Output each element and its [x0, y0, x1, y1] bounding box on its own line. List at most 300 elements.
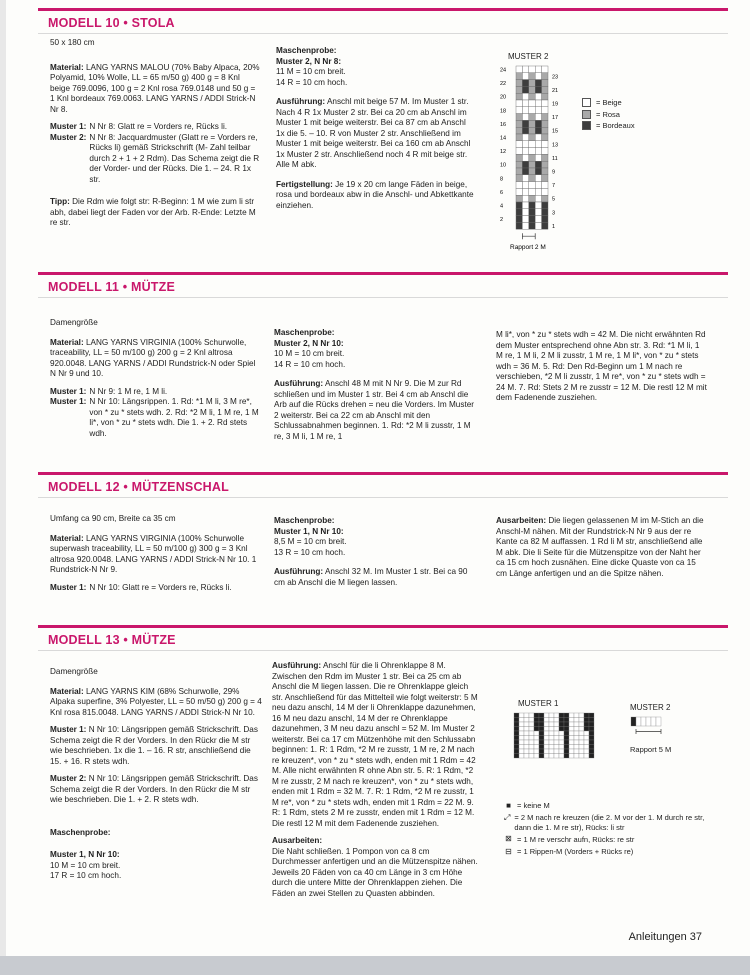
black-square-icon: ■ [506, 801, 511, 810]
chart-cell [554, 731, 559, 736]
row-number-right: 19 [552, 101, 559, 108]
chart-cell [522, 141, 528, 148]
chart-cell [542, 114, 548, 121]
chart-cell [522, 93, 528, 100]
maschenprobe-line: 10 M = 10 cm breit. [50, 860, 121, 870]
chart-cell [529, 141, 535, 148]
chart-cell [569, 736, 574, 741]
chart-cell [544, 745, 549, 750]
row-number-left: 6 [500, 189, 504, 196]
chart-cell [524, 722, 529, 727]
muster-2-chart [628, 703, 718, 763]
column-1 [50, 318, 262, 439]
chart-cell [589, 718, 594, 723]
chart-cell [549, 749, 554, 754]
chart-cell [519, 749, 524, 754]
chart-cell [559, 722, 564, 727]
maschenprobe-line: Muster 1, N Nr 10: [50, 850, 120, 859]
chart-cell [535, 182, 541, 189]
chart-cell [542, 148, 548, 155]
ausfuehrung-text: Ausführung: Anschl mit beige 57 M. Im Muster 1 str. Nach 4 R 1x Muster 2 str. Bei ca 20 cm ab Anschl im Muster 1 mit beige weiterstr. Bei ca 87 cm ab Anschl 1x die 5. – 10. R von Muster 2 str. Anschließend im Muster 1 mit beige weiterstr. Bei ca 160 cm ab Anschl 1x Muster 2 str. Anschließend noch 4 R mit beige str. Alle M abk. [276, 97, 471, 169]
chart-cell [534, 749, 539, 754]
chart-cell [569, 718, 574, 723]
row-number-right: 23 [552, 74, 559, 81]
chart-cell [522, 175, 528, 182]
chart-cell [554, 718, 559, 723]
chart-cell [522, 120, 528, 127]
chart-cell [539, 736, 544, 741]
chart-cell [535, 154, 541, 161]
chart-cell [522, 195, 528, 202]
chart-cell [516, 107, 522, 114]
section-title: MODELL 12 • MÜTZENSCHAL [48, 480, 229, 494]
chart-cell [529, 182, 535, 189]
material-text: Material: LANG YARNS VIRGINIA (100% Schurwolle, traceability, LL = 50 m/100 g) 200 g = 2 Knl altrosa 920.0048. LANG YARNS / ADDI Rundstrick-N oder Spiel N Nr 9 und 10. [50, 337, 256, 378]
muster-2: Muster 2: N Nr 8: Jacquardmuster (Glatt re = Vorders re, Rücks li) gemäß Strickschrift (M- Zahl teilbar durch 2 + 1 + 2 Rdm). Das Schema zeigt die R der Vorder- und der Rücks. Die 1. – 24. R 1x str. [50, 132, 260, 184]
maschenprobe-line: 8,5 M = 10 cm breit. [274, 537, 347, 546]
chart-cell [535, 120, 541, 127]
chart-cell [542, 182, 548, 189]
chart-cell [554, 749, 559, 754]
chart-cell [535, 86, 541, 93]
chart-cell [535, 168, 541, 175]
chart-cell [574, 722, 579, 727]
chart-cell [589, 749, 594, 754]
chart-cell [579, 740, 584, 745]
chart-cell [535, 80, 541, 87]
chart-cell [514, 754, 519, 759]
row-number-left: 22 [500, 81, 507, 88]
chart-cell [564, 722, 569, 727]
chart-cell [522, 154, 528, 161]
chart-cell [549, 745, 554, 750]
size-text: Damengröße [50, 667, 98, 676]
chart-cell [516, 86, 522, 93]
chart-cell [529, 209, 535, 216]
chart-cell [559, 749, 564, 754]
chart-cell [524, 713, 529, 718]
chart-cell [564, 713, 569, 718]
chart-cell [544, 754, 549, 759]
chart-cell [516, 127, 522, 134]
chart-cell [564, 731, 569, 736]
chart-cell [539, 713, 544, 718]
jacquard-chart-svg [496, 64, 596, 252]
legend-item-verschr: ⊠ = 1 M re verschr aufn, Rücks: re str [505, 834, 635, 844]
chart-cell [516, 73, 522, 80]
chart-cell [564, 749, 569, 754]
row-number-left: 12 [500, 149, 507, 156]
section-modell-13 [38, 625, 728, 925]
row-number-left: 16 [500, 121, 507, 128]
section-modell-10 [38, 8, 728, 263]
chart-cell [549, 736, 554, 741]
chart-cell [522, 209, 528, 216]
chart-cell [589, 731, 594, 736]
chart-cell [516, 100, 522, 107]
chart-cell [589, 745, 594, 750]
muster-1: Muster 1: N Nr 9: 1 M re, 1 M li. [50, 386, 168, 396]
chart-cell [584, 749, 589, 754]
chart-cell [519, 745, 524, 750]
legend-item-bordeaux: = Bordeaux [582, 121, 635, 131]
row-number-left: 18 [500, 108, 507, 115]
chart-cell [542, 154, 548, 161]
fertigstellung-text: Fertigstellung: Je 19 x 20 cm lange Fäden in beige, rosa und bordeaux abw in die Anschl- und Abkettkante einziehen. [276, 179, 474, 210]
chart-cell [529, 107, 535, 114]
chart-cell [542, 127, 548, 134]
chart-cell [544, 740, 549, 745]
page-edge [0, 0, 6, 975]
chart-cell [579, 713, 584, 718]
chart-cell [542, 202, 548, 209]
chart-cell [559, 731, 564, 736]
chart-cell [539, 754, 544, 759]
chart-cell [656, 717, 661, 726]
row-number-right: 13 [552, 142, 559, 149]
maschenprobe-heading: Maschenprobe: [50, 827, 111, 837]
row-number-left: 10 [500, 162, 507, 169]
chart-cell [549, 718, 554, 723]
chart-cell [579, 745, 584, 750]
chart-cell [542, 86, 548, 93]
chart-cell [579, 722, 584, 727]
chart-cell [574, 727, 579, 732]
chart-cell [529, 731, 534, 736]
chart-cell [529, 175, 535, 182]
chart-cell [579, 754, 584, 759]
chart-cell [529, 754, 534, 759]
chart-cell [542, 100, 548, 107]
chart-cell [534, 727, 539, 732]
chart-cell [542, 188, 548, 195]
chart-cell [544, 718, 549, 723]
chart-cell [524, 731, 529, 736]
chart-cell [529, 93, 535, 100]
chart-cell [534, 722, 539, 727]
column-2 [274, 516, 476, 595]
chart-cell [569, 722, 574, 727]
chart-cell [589, 722, 594, 727]
chart-cell [516, 154, 522, 161]
chart-cell [522, 100, 528, 107]
section-header [38, 8, 728, 34]
chart-cell [524, 718, 529, 723]
chart-cell [584, 713, 589, 718]
rapport-label: Rapport 2 M [510, 244, 546, 252]
chart-cell [574, 736, 579, 741]
chart-cell [539, 745, 544, 750]
chart-cell [641, 717, 646, 726]
chart-cell [519, 713, 524, 718]
chart-cell [529, 154, 535, 161]
muster-1-b: Muster 1: N Nr 10: Längsrippen. 1. Rd: *1 M li, 3 M re*, von * zu * stets wdh. 2. Rd: *2 M li, 1 M re, 1 M li*, von * zu * stets wdh. Die 1. + 2. Rd stets wdh. [50, 397, 259, 438]
chart-cell [522, 202, 528, 209]
chart-cell [529, 749, 534, 754]
chart-cell [539, 740, 544, 745]
maschenprobe-heading: Maschenprobe: [274, 328, 335, 337]
chart-cell [535, 127, 541, 134]
chart-cell [574, 749, 579, 754]
chart-cell [514, 749, 519, 754]
row-number-right: 17 [552, 115, 559, 122]
chart-cell [631, 717, 636, 726]
rapport-bracket [522, 233, 535, 239]
chart-cell [544, 736, 549, 741]
swatch-beige [582, 98, 591, 107]
chart-cell [584, 722, 589, 727]
column-3 [496, 516, 708, 586]
chart-cell [535, 188, 541, 195]
chart-cell [584, 718, 589, 723]
chart-cell [514, 745, 519, 750]
chart-cell [516, 216, 522, 223]
chart-cell [542, 93, 548, 100]
chart-cell [514, 718, 519, 723]
chart-cell [519, 727, 524, 732]
chart-cell [535, 73, 541, 80]
chart-cell [535, 107, 541, 114]
chart-cell [579, 731, 584, 736]
chart-cell [516, 114, 522, 121]
chart-cell [589, 740, 594, 745]
chart-cell [529, 202, 535, 209]
row-number-right: 11 [552, 155, 558, 162]
chart-cell [535, 148, 541, 155]
material-text: Material: LANG YARNS VIRGINIA (100% Schurwolle superwash traceability, LL = 50 m/100 g) 300 g = 3 Knl altrosa 920.0048. LANG YARNS / ADDI Strick-N Nr 10. 1 Rundstrick-N Nr 9. [50, 533, 257, 574]
chart-cell [522, 188, 528, 195]
chart-cell [535, 100, 541, 107]
chart-cell [522, 86, 528, 93]
ausarbeiten-text: Ausarbeiten: Die liegen gelassenen M im M-Stich an die Anschl-M nähen. Mit der Rundstrick-N Nr 9 aus der re Kante ca 82 M auffassen. 1 Rd li M str, anschließend alle M abk. Die li Seite für die Mützenspitze von der Naht her ca 15 cm hoch zusnähen. Eine dicke Quaste von ca 15 cm Länge anfertigen und an die Spitze nähen. [496, 516, 704, 578]
section-header [38, 272, 728, 298]
chart-cell [589, 754, 594, 759]
rapport-bracket [636, 729, 661, 734]
maschenprobe-line: 11 M = 10 cm breit. [276, 67, 346, 76]
chart-cell [514, 722, 519, 727]
chart-cell [554, 713, 559, 718]
chart-cell [519, 731, 524, 736]
chart-cell [569, 727, 574, 732]
chart-cell [529, 713, 534, 718]
chart-cell [524, 745, 529, 750]
chart-cell [529, 718, 534, 723]
bottom-page-stack [0, 956, 750, 975]
muster-1-chart [510, 699, 630, 779]
chart-cell [554, 722, 559, 727]
chart-cell [516, 222, 522, 229]
chart-cell [539, 731, 544, 736]
chart-cell [542, 73, 548, 80]
chart-cell [542, 168, 548, 175]
chart-cell [516, 141, 522, 148]
maschenprobe-line: Muster 2, N Nr 10: [274, 338, 344, 348]
row-number-right: 3 [552, 210, 556, 217]
chart-cell [529, 66, 535, 73]
ausfuehrung-text: Ausführung: Anschl 32 M. Im Muster 1 str. Bei ca 90 cm ab Anschl die M liegen lassen. [274, 567, 468, 587]
chart-cell [529, 161, 535, 168]
chart-cell [646, 717, 651, 726]
chart-cell [534, 740, 539, 745]
chart-cell [554, 754, 559, 759]
chart-cell [529, 722, 534, 727]
chart-cell [539, 727, 544, 732]
chart-cell [529, 148, 535, 155]
ausfuehrung-continued: M li*, von * zu * stets wdh = 42 M. Die nicht erwähnten Rd dem Muster entsprechend ohne Abn str. 3. Rd: *1 M li, 1 M re, 1 M li, 2 M li zusstr, 1 M re, 1 M li*, von * zu * stets wdh = 36 M. 5. Rd: Den Rd-Beginn um 1 M nach re verschieben, *2 M li zusstr, 1 M re*, von * zu * stets wdh = 24 M. 7. Rd: Stets 2 M re zusstr = 12 M. Die restl 12 M mit dem Fadenende zusziehen. [496, 330, 707, 402]
chart-cell [522, 216, 528, 223]
chart-cell [529, 727, 534, 732]
chart-cell [549, 754, 554, 759]
chart-cell [544, 749, 549, 754]
section-modell-12 [38, 472, 728, 622]
chart-cell [539, 749, 544, 754]
ausarbeiten-text: Ausarbeiten: Die Naht schließen. 1 Pompon von ca 8 cm Durchmesser anfertigen und an die Mützenspitze nähen. Jeweils 20 Fäden von ca 40 cm Länge in 3 cm Höhe durch die untere Mitte der Ohrenklappen ziehen. Die Fäden an zwei Stellen zu Quasten abbinden. [272, 836, 478, 898]
chart-cell [529, 134, 535, 141]
chart-cell [529, 80, 535, 87]
chart-cell [516, 175, 522, 182]
chart-title: MUSTER 1 [518, 699, 559, 708]
chart-cell [516, 161, 522, 168]
legend-item-beige: = Beige [582, 98, 635, 108]
chart-cell [574, 740, 579, 745]
chart-cell [522, 182, 528, 189]
chart-cell [542, 120, 548, 127]
chart-cell [542, 216, 548, 223]
chart-cell [579, 727, 584, 732]
chart-cell [589, 713, 594, 718]
chart-cell [514, 740, 519, 745]
chart-cell [535, 209, 541, 216]
chart-cell [564, 754, 569, 759]
chart-cell [524, 754, 529, 759]
maschenprobe-heading: Maschenprobe: [274, 516, 335, 525]
ausfuehrung-text: Ausführung: Anschl für die li Ohrenklappe 8 M. Zwischen den Rdm im Muster 1 str. Bei ca 25 cm ab Anschl die M liegen lassen. Die re Ohrenklappe gleich str. Anschließend für das Mittelteil wie folgt weiterstr: 5 M neu dazu anschl, 14 M der li Ohrenklappe dazunehmen, 16 M neu dazu anschl, 14 M der re Ohrenklappe dazunehmen, 3 M neu dazu anschl = 52 M. Im Muster 2 weiterstr. Bei ca 17 cm Mützenhöhe mit den Schlussabn beginnen: 1. R: 1 Rdm, *2 M re zusstr, 1 M re, 2 M nach re kreuzen*, von * zu * stets wdh, enden mit 1 Rdm = 42 M. Alle nicht erwähnten R ohne Abn str. 5. R: 1 Rdm, *2 M re zusstr, 2 M nach re kreuzen*, von * zu * stets wdh, enden mit 1 Rdm = 32 M. 7. R: 1 Rdm, *2 M re zusstr, 1 M re*, von * zu * stets wdh, enden mit 1 Rdm = 22 M. 9. R: 1 Rdm, stets 2 M re zusstr, enden mit 1 Rdm = 12 M. Die restl 12 M mit dem Fadenende zusziehen. [272, 661, 478, 828]
chart-cell [549, 731, 554, 736]
column-1 [50, 514, 262, 593]
chart-cell [554, 745, 559, 750]
rib-chart-2-svg [630, 716, 680, 736]
page-footer [629, 930, 702, 944]
section-header [38, 472, 728, 498]
chart-cell [534, 745, 539, 750]
section-modell-11 [38, 272, 728, 462]
size-text: Damengröße [50, 318, 98, 327]
chart-cell [569, 754, 574, 759]
chart-cell [544, 727, 549, 732]
chart-cell [564, 745, 569, 750]
section-header [38, 625, 728, 651]
chart-cell [529, 86, 535, 93]
maschenprobe-heading: Maschenprobe: [276, 46, 337, 55]
chart-cell [516, 182, 522, 189]
chart-cell [522, 107, 528, 114]
chart-cell [544, 713, 549, 718]
chart-cell [524, 749, 529, 754]
chart-cell [579, 736, 584, 741]
chart-cell [514, 731, 519, 736]
chart-cell [534, 718, 539, 723]
chart-cell [529, 736, 534, 741]
chart-cell [569, 731, 574, 736]
chart-cell [574, 754, 579, 759]
chart-cell [574, 745, 579, 750]
tipp-text: Tipp: Die Rdm wie folgt str: R-Beginn: 1 M wie zum li str abh, dabei liegt der Faden vor der Arb. R-Ende: Letzte M re str. [50, 197, 256, 227]
chart-cell [534, 713, 539, 718]
chart-cell [559, 745, 564, 750]
chart-cell [534, 731, 539, 736]
chart-cell [524, 727, 529, 732]
chart-cell [514, 713, 519, 718]
chart-cell [542, 134, 548, 141]
chart-cell [529, 740, 534, 745]
chart-cell [529, 100, 535, 107]
chart-cell [516, 93, 522, 100]
chart-cell [519, 736, 524, 741]
legend-item-keine-m: ■ = keine M [504, 801, 714, 811]
chart-cell [559, 718, 564, 723]
chart-cell [554, 736, 559, 741]
chart-cell [519, 718, 524, 723]
rib-chart-svg [510, 711, 620, 771]
chart-cell [522, 168, 528, 175]
chart-cell [524, 736, 529, 741]
chart-cell [554, 727, 559, 732]
chart-cell [542, 80, 548, 87]
chart-cell [514, 727, 519, 732]
chart-cell [559, 740, 564, 745]
rib-stitch-icon: ⊟ [505, 846, 512, 856]
chart-cell [519, 754, 524, 759]
row-number-right: 5 [552, 196, 556, 203]
chart-cell [519, 740, 524, 745]
maschenprobe-line: Muster 2, N Nr 8: [276, 56, 342, 66]
chart-title: MUSTER 2 [508, 52, 549, 61]
row-number-left: 4 [500, 203, 504, 210]
muster-2: Muster 2: N Nr 10: Längsrippen gemäß Strickschrift. Das Schema zeigt die R der Vorders. In den Rückr die M str wie beschrieben. Die 1. + 2. R stets wdh. [50, 774, 258, 804]
chart-cell [534, 754, 539, 759]
column-1 [50, 38, 262, 236]
chart-cell [542, 175, 548, 182]
chart-cell [516, 120, 522, 127]
chart-cell [544, 731, 549, 736]
chart-cell [559, 727, 564, 732]
chart-cell [522, 127, 528, 134]
chart-cell [574, 731, 579, 736]
chart-cell [549, 727, 554, 732]
chart-cell [516, 195, 522, 202]
chart-cell [542, 195, 548, 202]
row-number-right: 7 [552, 183, 556, 190]
chart-cell [589, 736, 594, 741]
chart-cell [529, 188, 535, 195]
symbol-legend [504, 801, 714, 859]
chart-cell [516, 66, 522, 73]
chart-cell [529, 114, 535, 121]
chart-cell [554, 740, 559, 745]
rapport-label: Rapport 5 M [630, 745, 672, 754]
chart-cell [564, 718, 569, 723]
chart-cell [529, 168, 535, 175]
chart-cell [516, 209, 522, 216]
maschenprobe-line: 10 M = 10 cm breit. [274, 349, 345, 358]
size-text: Umfang ca 90 cm, Breite ca 35 cm [50, 514, 176, 523]
ausfuehrung-text: Ausführung: Anschl 48 M mit N Nr 9. Die M zur Rd schließen und im Muster 1 str. Bei 4 cm ab Anschl die Arb auf die Rücks drehen = neu die Vorders. Im Muster 2 weiterstr. Bei ca 22 cm ab Anschl mit den Schlussabnahmen beginnen. 1. Rd: *2 M li zusstr, 1 M re, 3 M li, 1 M re, 1 [274, 379, 475, 441]
chart-cell [514, 736, 519, 741]
row-number-right: 15 [552, 128, 559, 135]
row-number-left: 2 [500, 217, 504, 224]
row-number-left: 8 [500, 176, 504, 183]
chart-cell [516, 188, 522, 195]
